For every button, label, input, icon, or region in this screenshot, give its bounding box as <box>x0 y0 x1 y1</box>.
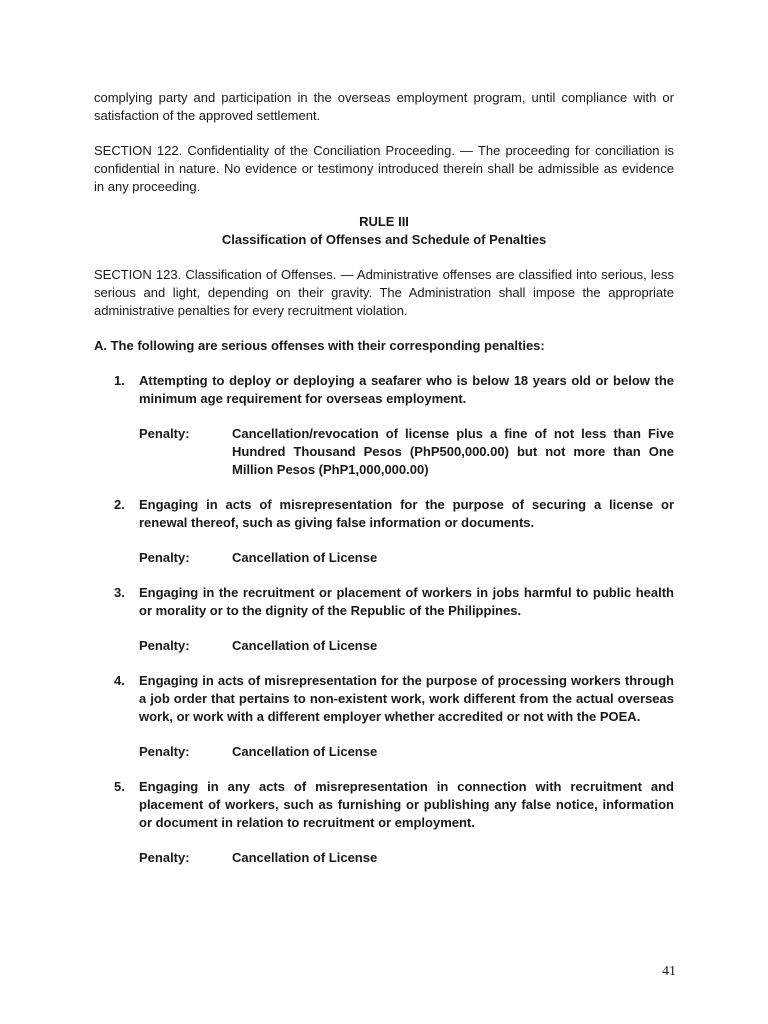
penalty-text: Cancellation of License <box>232 744 378 759</box>
offense-item-3 <box>94 584 674 620</box>
offense-item-5 <box>94 778 674 832</box>
offense-text: Attempting to deploy or deploying a seafarer who is below 18 years old or below the minimum age requirement for overseas employment. <box>139 373 674 406</box>
offense-text: Engaging in any acts of misrepresentation in connection with recruitment and placement of workers, such as furnishing or publishing any false notice, information or document in relation to recruitment or employment. <box>139 779 674 830</box>
section-a-heading: A. The following are serious offenses with their corresponding penalties: <box>94 338 545 353</box>
offense-number: 3. <box>114 585 125 600</box>
intro-paragraph: complying party and participation in the overseas employment program, until compliance with or satisfaction of the approved settlement. <box>94 90 674 123</box>
penalty-text: Cancellation of License <box>232 850 378 865</box>
offense-item-2 <box>94 496 674 532</box>
offense-item-1 <box>94 372 674 408</box>
offense-text: Engaging in acts of misrepresentation for the purpose of securing a license or renewal thereof, such as giving false information or documents. <box>139 497 674 530</box>
rule-subtitle: Classification of Offenses and Schedule of Penalties <box>221 232 547 247</box>
penalty-row-1 <box>139 425 674 479</box>
rule-title: RULE III <box>359 214 409 229</box>
penalty-label: Penalty: <box>139 426 190 441</box>
penalty-label: Penalty: <box>139 550 190 565</box>
page-content <box>94 89 674 884</box>
penalty-row-2 <box>139 549 674 567</box>
page-number: 41 <box>662 964 676 979</box>
penalty-row-3 <box>139 637 674 655</box>
offense-number: 4. <box>114 673 125 688</box>
penalty-label: Penalty: <box>139 744 190 759</box>
section-122-paragraph: SECTION 122. Confidentiality of the Conciliation Proceeding. — The proceeding for conciliation is confidential in nature. No evidence or testimony introduced therein shall be admissible as evidence in any proceeding. <box>94 143 674 194</box>
section-123-paragraph: SECTION 123. Classification of Offenses. — Administrative offenses are classified into serious, less serious and light, depending on their gravity. The Administration shall impose the appropriate administrative penalties for every recruitment violation. <box>94 267 674 318</box>
rule-heading <box>94 213 674 249</box>
penalty-label: Penalty: <box>139 638 190 653</box>
offense-number: 1. <box>114 373 125 388</box>
penalty-text: Cancellation of License <box>232 638 378 653</box>
offense-text: Engaging in the recruitment or placement of workers in jobs harmful to public health or morality or to the dignity of the Republic of the Philippines. <box>139 585 674 618</box>
penalty-row-4 <box>139 743 674 761</box>
offense-number: 5. <box>114 779 125 794</box>
offense-item-4 <box>94 672 674 726</box>
offense-text: Engaging in acts of misrepresentation for the purpose of processing workers through a job order that pertains to non-existent work, work different from the actual overseas work, or work with a different employer whether accredited or not with the POEA. <box>139 673 674 724</box>
penalty-text: Cancellation/revocation of license plus a fine of not less than Five Hundred Thousand Pesos (PhP500,000.00) but not more than One Million Pesos (PhP1,000,000.00) <box>232 426 674 477</box>
penalty-row-5 <box>139 849 674 867</box>
penalty-text: Cancellation of License <box>232 550 378 565</box>
offense-number: 2. <box>114 497 125 512</box>
penalty-label: Penalty: <box>139 850 190 865</box>
